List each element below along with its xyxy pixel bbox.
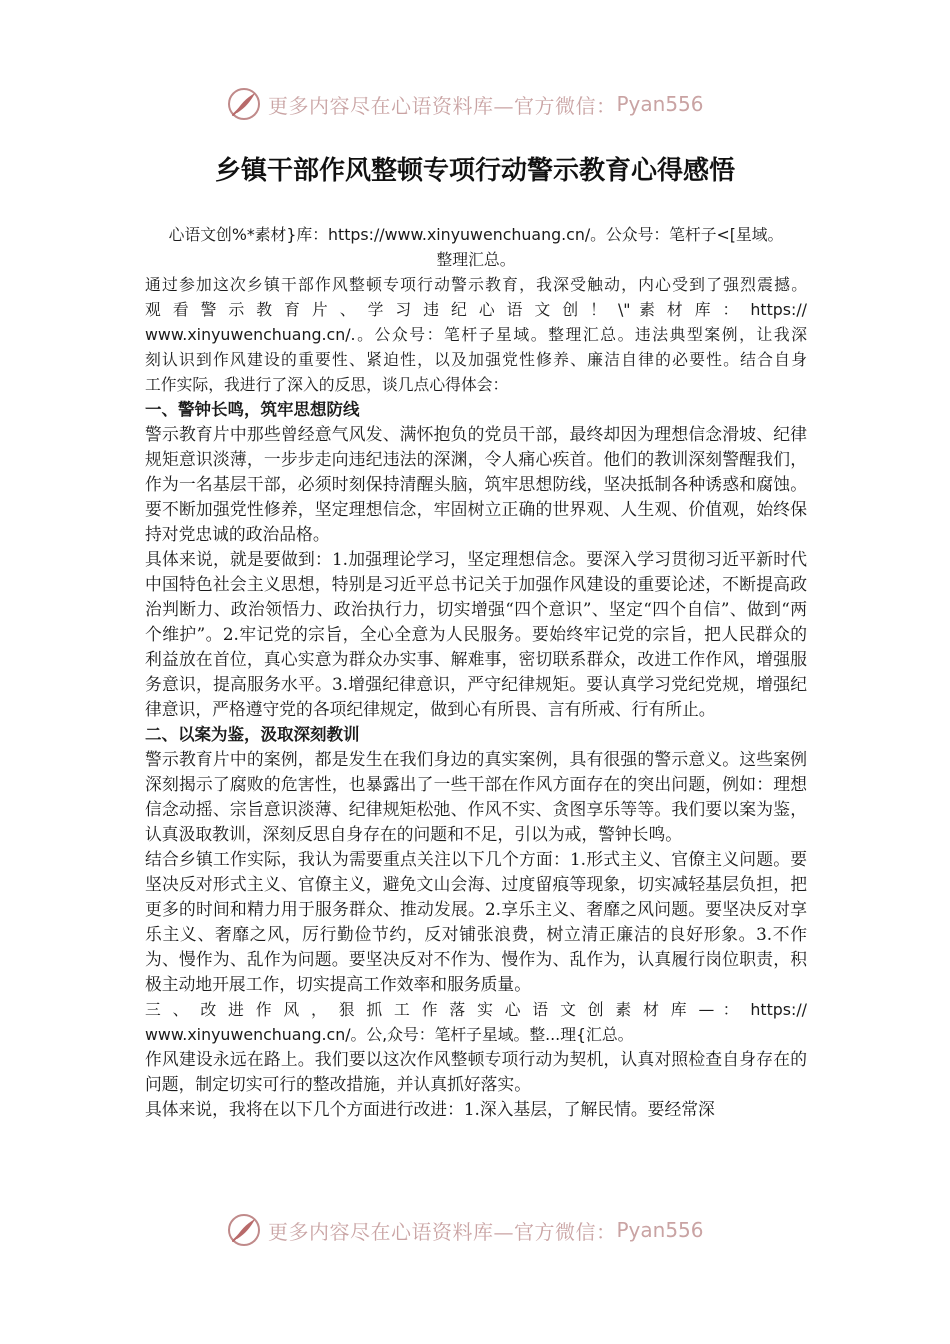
section-1-paragraph-1: 警示教育片中那些曾经意气风发、满怀抱负的党员干部，最终却因为理想信念滑坡、纪律规矩意识淡薄，一步步走向违纪违法的深渊，令人痛心疾首。他们的教训深刻警醒我们，作为一名基层干部，必须时刻保持清醒头脑，筑牢思想防线，坚决抵制各种诱惑和腐蚀。要不断加强党性修养，坚定理想信念，牢固树立正确的世界观、人生观、价值观，始终保持对党忠诚的政治品格。 — [145, 424, 807, 544]
source-line-1: 心语文创%*素材}库：https://www.xinyuwenchuang.cn/。公众号：笔杆子<[星域。 — [168, 225, 784, 244]
watermark-wechat-id: Pyan556 — [616, 1218, 704, 1242]
section-3-paragraph-2: 具体来说，我将在以下几个方面进行改进：1.深入基层，了解民情。要经常深 — [145, 1099, 715, 1119]
section-2-heading: 二、以案为鉴，汲取深刻教训 — [145, 725, 360, 744]
section-3-heading-line-1: 三 、 改 进 作 风 ， 狠 抓 工 作 落 实 心 语 文 创 素 材 库 — ： https:// — [145, 1000, 807, 1019]
watermark-text: 更多内容尽在心语资料库—官方微信： — [268, 93, 617, 118]
intro-paragraph — [145, 272, 807, 397]
section-3-paragraph-1: 作风建设永远在路上。我们要以这次作风整顿专项行动为契机，认真对照检查自身存在的问题，制定切实可行的整改措施，并认真抓好落实。 — [145, 1049, 807, 1094]
intro-line: www.xinyuwenchuang.cn/.。公众号：笔杆子星域。整理汇总。违法典型案例，让我深 — [145, 325, 807, 344]
section-1-paragraph-2: 具体来说，就是要做到：1.加强理论学习，坚定理想信念。要深入学习贯彻习近平新时代中国特色社会主义思想，特别是习近平总书记关于加强作风建设的重要论述，不断提高政治判断力、政治领悟力、政治执行力，切实增强“四个意识”、坚定“四个自信”、做到“两个维护”。2.牢记党的宗旨，全心全意为人民服务。要始终牢记党的宗旨，把人民群众的利益放在首位，真心实意为群众办实事、解难事，密切联系群众，改进工作作风，增强服务意识，提高服务水平。3.增强纪律意识，严守纪律规矩。要认真学习党纪党规，增强纪律意识，严格遵守党的各项纪律规定，做到心有所畏、言有所戒、行有所止。 — [145, 549, 807, 719]
document-body — [145, 222, 807, 1122]
watermark-wechat-id: Pyan556 — [616, 92, 704, 116]
section-3-heading-line-2: www.xinyuwenchuang.cn/。公,众号：笔杆子星域。整...理{汇总。 — [145, 1025, 634, 1044]
watermark-banner-top — [226, 84, 704, 124]
section-1-heading: 一、警钟长鸣，筑牢思想防线 — [145, 400, 360, 419]
intro-line: 通过参加这次乡镇干部作风整顿专项行动警示教育，我深受触动，内心受到了强烈震撼。 — [145, 275, 807, 294]
intro-line: 观 看 警 示 教 育 片 、 学 习 违 纪 心 语 文 创 ！ \" 素 材 库 ： https:// — [145, 300, 807, 319]
source-line-2: 整理汇总。 — [436, 250, 516, 269]
intro-line: 刻认识到作风建设的重要性、紧迫性，以及加强党性修养、廉洁自律的必要性。结合自身 — [145, 350, 807, 369]
watermark-text: 更多内容尽在心语资料库—官方微信： — [268, 1219, 617, 1244]
section-2-paragraph-2: 结合乡镇工作实际，我认为需要重点关注以下几个方面：1.形式主义、官僚主义问题。要坚决反对形式主义、官僚主义，避免文山会海、过度留痕等现象，切实减轻基层负担，把更多的时间和精力用于服务群众、推动发展。2.享乐主义、奢靡之风问题。要坚决反对享乐主义、奢靡之风，厉行勤俭节约，反对铺张浪费，树立清正廉洁的良好形象。3.不作为、慢作为、乱作为问题。要坚决反对不作为、慢作为、乱作为，认真履行岗位职责，积极主动地开展工作，切实提高工作效率和服务质量。 — [145, 849, 807, 994]
section-3-heading — [145, 997, 807, 1047]
feather-pen-logo-icon — [226, 1212, 262, 1248]
source-line — [145, 222, 807, 272]
watermark-banner-bottom — [226, 1210, 704, 1250]
intro-line: 工作实际，我进行了深入的反思，谈几点心得体会： — [145, 375, 509, 394]
document-title: 乡镇干部作风整顿专项行动警示教育心得感悟 — [214, 156, 735, 186]
section-2-paragraph-1: 警示教育片中的案例，都是发生在我们身边的真实案例，具有很强的警示意义。这些案例深刻揭示了腐败的危害性，也暴露出了一些干部在作风方面存在的突出问题，例如：理想信念动摇、宗旨意识淡薄、纪律规矩松弛、作风不实、贪图享乐等等。我们要以案为鉴，认真汲取教训，深刻反思自身存在的问题和不足，引以为戒，警钟长鸣。 — [145, 749, 807, 844]
feather-pen-logo-icon — [226, 86, 262, 122]
